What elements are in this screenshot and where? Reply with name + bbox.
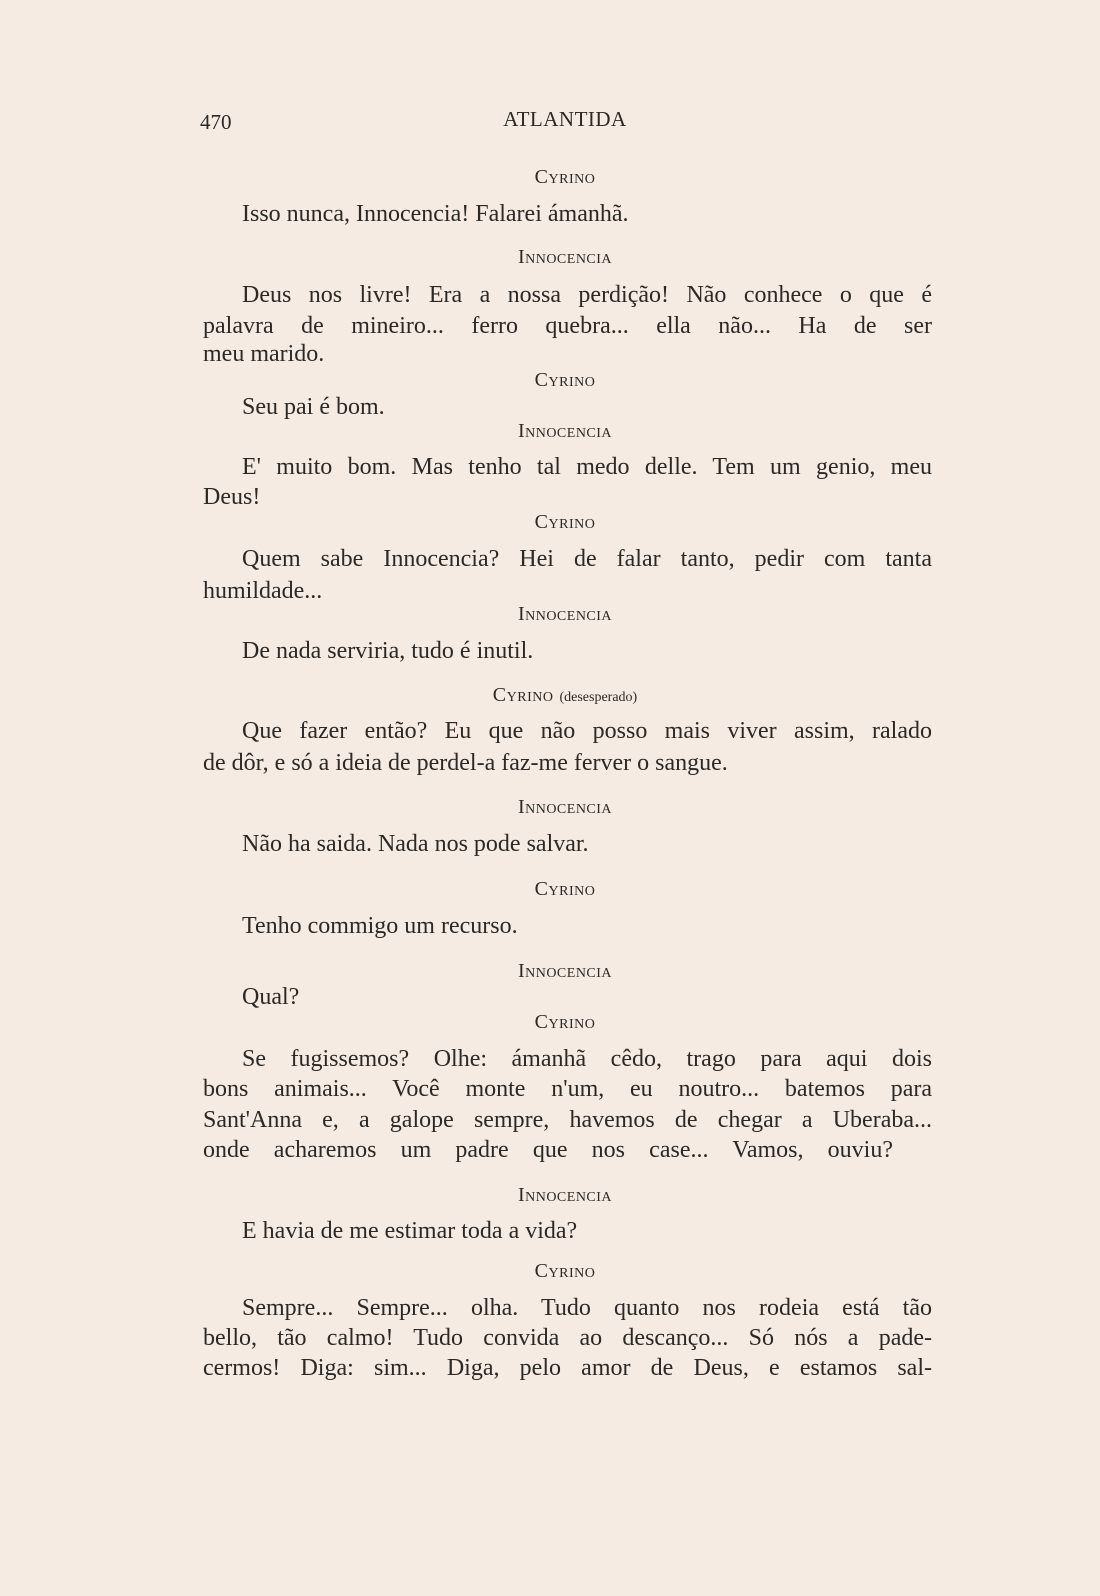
running-title: ATLANTIDA <box>503 107 627 131</box>
dialogue-line: Qual? <box>242 984 300 1010</box>
dialogue-line: cermos! Diga: sim... Diga, pelo amor de Deus, e estamos sal- <box>203 1355 932 1381</box>
dialogue-line: E havia de me estimar toda a vida? <box>242 1218 578 1244</box>
page-number: 470 <box>200 110 232 134</box>
speaker: Innocencia <box>517 960 613 982</box>
dialogue-line: bello, tão calmo! Tudo convida ao descanço... Só nós a pade- <box>203 1325 932 1351</box>
speaker: Cyrino <box>534 166 596 188</box>
speaker <box>0 682 1100 711</box>
dialogue-line: E' muito bom. Mas tenho tal medo delle. Tem um genio, meu <box>242 454 932 480</box>
speaker: Innocencia <box>517 796 613 818</box>
speaker-name: Cyrino <box>492 684 554 706</box>
dialogue-line: de dôr, e só a ideia de perdel-a faz-me ferver o sangue. <box>203 750 728 776</box>
dialogue-line: Se fugissemos? Olhe: ámanhã cêdo, trago para aqui dois <box>242 1046 932 1072</box>
dialogue-line: Isso nunca, Innocencia! Falarei ámanhã. <box>242 201 629 227</box>
dialogue-line: bons animais... Você monte n'um, eu noutro... batemos para <box>203 1076 932 1102</box>
speaker: Innocencia <box>517 246 613 268</box>
dialogue-line: humildade... <box>203 578 323 604</box>
dialogue-line: De nada serviria, tudo é inutil. <box>242 638 534 664</box>
dialogue-line: Que fazer então? Eu que não posso mais viver assim, ralado <box>242 718 932 744</box>
speaker: Innocencia <box>517 420 613 442</box>
dialogue-line: Tenho commigo um recurso. <box>242 913 518 939</box>
dialogue-line: palavra de mineiro... ferro quebra... ella não... Ha de ser <box>203 313 932 339</box>
stage-direction: (desesperado) <box>559 690 638 705</box>
speaker: Cyrino <box>534 511 596 533</box>
dialogue-line: onde acharemos um padre que nos case... Vamos, ouviu? <box>203 1137 893 1163</box>
speaker: Cyrino <box>534 1011 596 1033</box>
dialogue-line: Quem sabe Innocencia? Hei de falar tanto, pedir com tanta <box>242 546 932 572</box>
dialogue-line: Sant'Anna e, a galope sempre, havemos de chegar a Uberaba... <box>203 1107 932 1133</box>
dialogue-line: Não ha saida. Nada nos pode salvar. <box>242 831 589 857</box>
speaker: Cyrino <box>534 1260 596 1282</box>
dialogue-line: meu marido. <box>203 341 325 367</box>
dialogue-line: Deus! <box>203 484 261 510</box>
dialogue-line: Sempre... Sempre... olha. Tudo quanto nos rodeia está tão <box>242 1295 932 1321</box>
speaker: Cyrino <box>534 369 596 391</box>
speaker: Innocencia <box>517 603 613 625</box>
speaker: Cyrino <box>534 878 596 900</box>
speaker: Innocencia <box>517 1184 613 1206</box>
dialogue-line: Seu pai é bom. <box>242 394 385 420</box>
dialogue-line: Deus nos livre! Era a nossa perdição! Não conhece o que é <box>242 282 932 308</box>
